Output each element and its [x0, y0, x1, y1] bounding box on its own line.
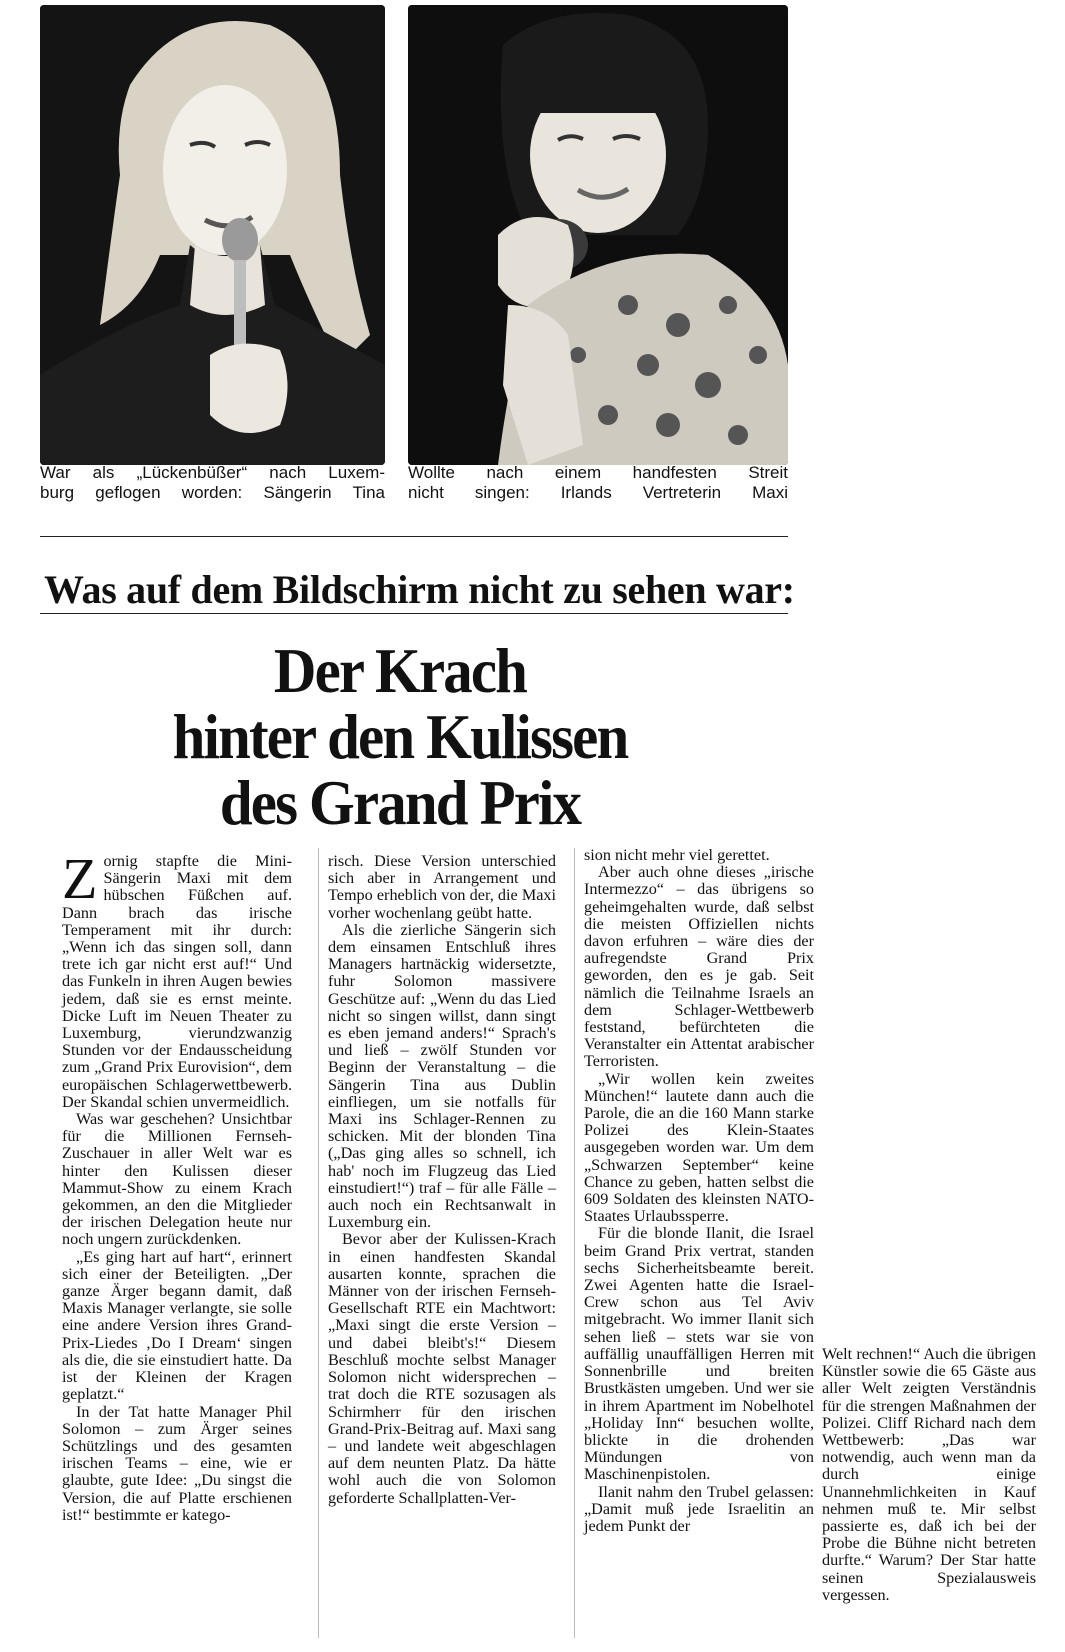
photo-tina	[40, 5, 385, 465]
dropcap: Z	[62, 846, 98, 911]
rule-top	[40, 536, 788, 537]
article-column-2	[328, 853, 556, 1507]
kicker: Was auf dem Bildschirm nicht zu sehen war:	[44, 567, 795, 612]
paragraph: ornig stapfte die Mini-Sängerin Maxi mit dem hübschen Füßchen auf. Dann brach das irische Temperament mit ihr durch: „Wenn ich das singen soll, dann trete ich gar nicht erst auf!“ Und das Funkeln in ihren Augen bewies jedem, daß sie es ernst meinte. Dicke Luft im Neuen Theater zu Luxemburg, vierundzwanzig Stunden vor der Endausscheidung zum „Grand Prix Eurovision“, dem europäischen Schlagerwettbewerb. Der Skandal schien unvermeidlich.	[62, 852, 292, 1111]
headline-line2: hinter den Kulissen	[172, 701, 628, 772]
paragraph: Aber auch ohne dieses „irische Intermezzo“ – das übrigens so geheimgehalten wurde, daß selbst die meisten Offiziellen nichts davon erfuhren – wäre dies der aufregendste Grand Prix geworden, den es je gab. Seit nämlich die Teilnahme Israels an dem Schlager-Wettbewerb feststand, befürchteten die Veranstalter ein Attentat arabischer Terroristen.	[584, 863, 814, 1071]
column-divider	[574, 848, 575, 1638]
photo-maxi	[408, 5, 788, 465]
paragraph: Als die zierliche Sängerin sich dem einsamen Entschluß ihres Managers hartnäckig widersetzte, fuhr Solomon massivere Geschütze auf: „Wenn du das Lied nicht so singen willst, dann singt es eben jemand anders!“ Sprach's und ließ – zwölf Stunden vor Beginn der Veranstaltung – die Sängerin Tina aus Dublin einfliegen, um sie notfalls für Maxi ins Schlager-Rennen zu schicken. Mit der blonden Tina („Das ging alles so schnell, ich hab' noch im Flugzeug das Lied einstudiert!“) traf – für alle Fälle – auch noch ein Rechtsanwalt in Luxemburg ein.	[328, 920, 556, 1232]
column-divider	[318, 848, 319, 1638]
paragraph: Bevor aber der Kulissen-Krach in einen handfesten Skandal ausarten konnte, sprachen die Männer von der irischen Fernseh-Gesellschaft RTE ein Machtwort: „Maxi singt die erste Version – und dabei bleibt's!“ Diesem Beschluß mochte selbst Manager Solomon nicht widersprechen – trat doch die RTE sozusagen als Schirmherr für den irischen Grand-Prix-Beitrag auf. Maxi sang – und landete weit abgeschlagen auf dem neunten Platz. Da hätte wohl auch die von Solomon geforderte Schallplatten-Ver-	[328, 1230, 556, 1507]
article-column-1	[62, 846, 292, 1524]
paragraph: risch. Diese Version unterschied sich aber in Arrangement und Tempo erheblich von der, die Maxi vorher wochenlang geübt hatte.	[328, 852, 556, 922]
paragraph: „Wir wollen kein zweites München!“ lautete dann auch die Parole, die an die 160 Mann starke Polizei des Klein-Staates ausgegeben worden war. Um dem „Schwarzen September“ keine Chance zu geben, hatten selbst die 609 Soldaten des kleinsten NATO-Staates Urlaubssperre.	[584, 1069, 814, 1226]
paragraph: sion nicht mehr viel gerettet.	[584, 846, 770, 864]
headline-line3: des Grand Prix	[219, 767, 581, 838]
paragraph: Für die blonde Ilanit, die Israel beim Grand Prix vertrat, standen sechs Sicherheitsbeamte bereit. Zwei Agenten hatte die Israel-Crew schon aus Tel Aviv mitgebracht. Wo immer Ilanit sich sehen ließ – stets war sie von auffällig unauffälligen Herren mit Sonnenbrille und breiten Brustkästen umgeben. Und wer sie in ihrem Apartment im Nobelhotel „Holiday Inn“ besuchen wollte, blickte in die drohenden Mündungen von Maschinenpistolen.	[584, 1224, 814, 1484]
paragraph: „Es ging hart auf hart“, erinnert sich einer der Beteiligten. „Der ganze Ärger begann damit, daß Maxis Manager verlangte, sie solle eine andere Version ihres Grand-Prix-Liedes ‚Do I Dream‘ singen als die, die sie einstudiert hatte. Da ist der Kleinen der Kragen geplatzt.“	[62, 1247, 292, 1404]
paragraph: Ilanit nahm den Trubel gelassen: „Damit muß jede Israelitin an jedem Punkt der	[584, 1482, 814, 1535]
photo-maxi-image	[408, 5, 788, 465]
caption-maxi: Wollte nach einem handfesten Streit nicht singen: Irlands Vertreterin Maxi	[408, 463, 788, 502]
article-column-4	[822, 1346, 1036, 1604]
paragraph: Welt rechnen!“ Auch die übrigen Künstler sowie die 65 Gäste aus aller Welt zeigten Verständnis für die strengen Maßnahmen der Polizei. Cliff Richard nach dem Wettbewerb: „Das war notwendig, auch wenn man da durch einige Unannehmlichkeiten in Kauf nehmen muß te. Mir selbst passierte es, daß ich bei der Probe die Bühne nicht betreten durfte.“ Warum? Der Star hatte seinen Spezialausweis vergessen.	[822, 1345, 1036, 1604]
rule-kicker	[40, 613, 788, 614]
photo-tina-image	[40, 5, 385, 465]
headline-line1: Der Krach	[273, 635, 527, 706]
paragraph: Was war geschehen? Unsichtbar für die Millionen Fernseh-Zuschauer in aller Welt war es hinter den Kulissen dieser Mammut-Show zu einem Krach gekommen, an den die Mitglieder der irischen Delegation heute nur noch ungern zurückdenken.	[62, 1110, 292, 1249]
article-column-3	[584, 847, 814, 1535]
paragraph: In der Tat hatte Manager Phil Solomon – zum Ärger seines Schützlings und des gesamten irischen Teams – eine, wie er glaubte, gute Idee: „Du singst die Version, die auf Platte erschienen ist!“ bestimmte er katego-	[62, 1402, 292, 1524]
caption-tina: War als „Lückenbüßer“ nach Luxem- burg geflogen worden: Sängerin Tina	[40, 463, 385, 502]
